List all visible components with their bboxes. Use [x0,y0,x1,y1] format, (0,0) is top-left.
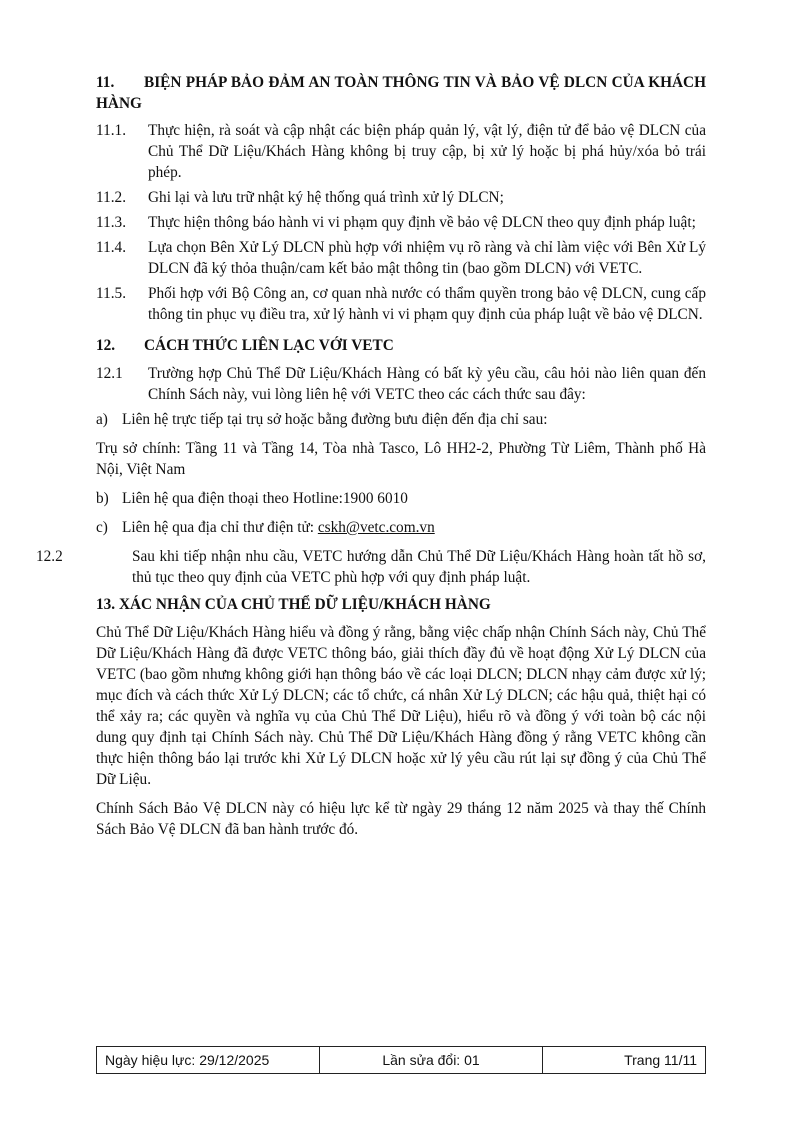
contact-option-b [96,488,706,509]
section-11-heading [96,72,706,114]
item-11-3 [96,212,706,233]
item-text: Sau khi tiếp nhận nhu cầu, VETC hướng dẫn Chủ Thể Dữ Liệu/Khách Hàng hoàn tất hồ sơ, thủ tục theo quy định của VETC phù hợp với quy định pháp luật. [132,548,706,586]
option-label: a) [96,411,108,428]
footer-revision: Lần sửa đổi: 01 [320,1047,543,1073]
section-11-number: 11. [96,74,115,91]
section-12-heading [96,335,706,356]
effective-date-paragraph: Chính Sách Bảo Vệ DLCN này có hiệu lực kể từ ngày 29 tháng 12 năm 2025 và thay thế Chính Sách Bảo Vệ DLCN đã ban hành trước đó. [96,800,706,838]
item-text: Thực hiện, rà soát và cập nhật các biện pháp quản lý, vật lý, điện tử để bảo vệ DLCN của Chủ Thể Dữ Liệu/Khách Hàng không bị truy cập, bị xử lý hoặc bị phá hủy/xóa bỏ trái phép. [148,122,706,181]
item-text: Trường hợp Chủ Thể Dữ Liệu/Khách Hàng có bất kỳ yêu cầu, câu hỏi nào liên quan đến Chính Sách này, vui lòng liên hệ với VETC theo các cách thức sau đây: [148,365,706,403]
item-12-1 [96,363,706,405]
item-text: Phối hợp với Bộ Công an, cơ quan nhà nước có thẩm quyền trong bảo vệ DLCN, cung cấp thông tin phục vụ điều tra, xử lý hành vi vi phạm quy định của pháp luật về bảo vệ DLCN. [148,285,706,323]
item-number: 12.2 [36,548,63,565]
option-label: c) [96,519,108,536]
document-page [36,72,706,848]
contact-option-a [96,409,706,430]
item-12-2 [36,546,706,588]
item-number: 11.1. [96,122,127,139]
item-number: 11.3. [96,214,127,231]
item-number: 11.2. [96,189,127,206]
page-footer [96,1046,706,1074]
section-12-title: CÁCH THỨC LIÊN LẠC VỚI VETC [144,337,394,354]
item-number: 12.1 [96,365,123,382]
option-text: Liên hệ qua địa chỉ thư điện tử: [122,519,318,536]
item-text: Ghi lại và lưu trữ nhật ký hệ thống quá trình xử lý DLCN; [148,189,504,206]
footer-effective-date: Ngày hiệu lực: 29/12/2025 [97,1047,320,1073]
item-11-4 [96,237,706,279]
option-text: Liên hệ qua điện thoại theo Hotline:1900 6010 [122,490,408,507]
item-text: Thực hiện thông báo hành vi vi phạm quy định về bảo vệ DLCN theo quy định pháp luật; [148,214,696,231]
headquarters-address: Trụ sở chính: Tầng 11 và Tầng 14, Tòa nhà Tasco, Lô HH2-2, Phường Từ Liêm, Thành phố Hà Nội, Việt Nam [96,440,706,478]
item-number: 11.5. [96,285,127,302]
support-email-link[interactable]: cskh@vetc.com.vn [317,519,435,536]
item-number: 11.4. [96,239,127,256]
footer-page-number: Trang 11/11 [624,1052,697,1068]
consent-paragraph: Chủ Thể Dữ Liệu/Khách Hàng hiểu và đồng ý rằng, bằng việc chấp nhận Chính Sách này, Chủ Thể Dữ Liệu/Khách Hàng đã được VETC thông báo, giải thích đầy đủ về hoạt động Xử Lý DLCN của VETC (bao gồm nhưng không giới hạn thông báo về các loại DLCN; DLCN nhạy cảm được xử lý; mục đích và cách thức Xử Lý DLCN; các tổ chức, cá nhân Xử Lý DLCN; các hậu quả, thiệt hại có thể xảy ra; các quyền và nghĩa vụ của Chủ Thể Dữ Liệu), hiểu rõ và đồng ý với toàn bộ các nội dung quy định tại Chính Sách này. Chủ Thể Dữ Liệu/Khách Hàng đồng ý rằng VETC không cần thực hiện thông báo lại trước khi Xử Lý DLCN hoặc xử lý yêu cầu rút lại sự đồng ý của Chủ Thể Dữ Liệu. [96,624,706,788]
section-11-title: BIỆN PHÁP BẢO ĐẢM AN TOÀN THÔNG TIN VÀ BẢO VỆ DLCN CỦA KHÁCH HÀNG [96,74,706,112]
item-11-5 [96,283,706,325]
option-text: Liên hệ trực tiếp tại trụ sở hoặc bằng đường bưu điện đến địa chỉ sau: [122,411,548,428]
item-11-2 [96,187,706,208]
section-13-heading: 13. XÁC NHẬN CỦA CHỦ THỂ DỮ LIỆU/KHÁCH HÀNG [96,596,491,613]
item-11-1 [96,120,706,183]
item-text: Lựa chọn Bên Xử Lý DLCN phù hợp với nhiệm vụ rõ ràng và chỉ làm việc với Bên Xử Lý DLCN đã ký thỏa thuận/cam kết bảo mật thông tin (bao gồm DLCN) với VETC. [148,239,706,277]
contact-option-c [96,517,706,538]
option-label: b) [96,490,109,507]
section-12-number: 12. [96,337,116,354]
